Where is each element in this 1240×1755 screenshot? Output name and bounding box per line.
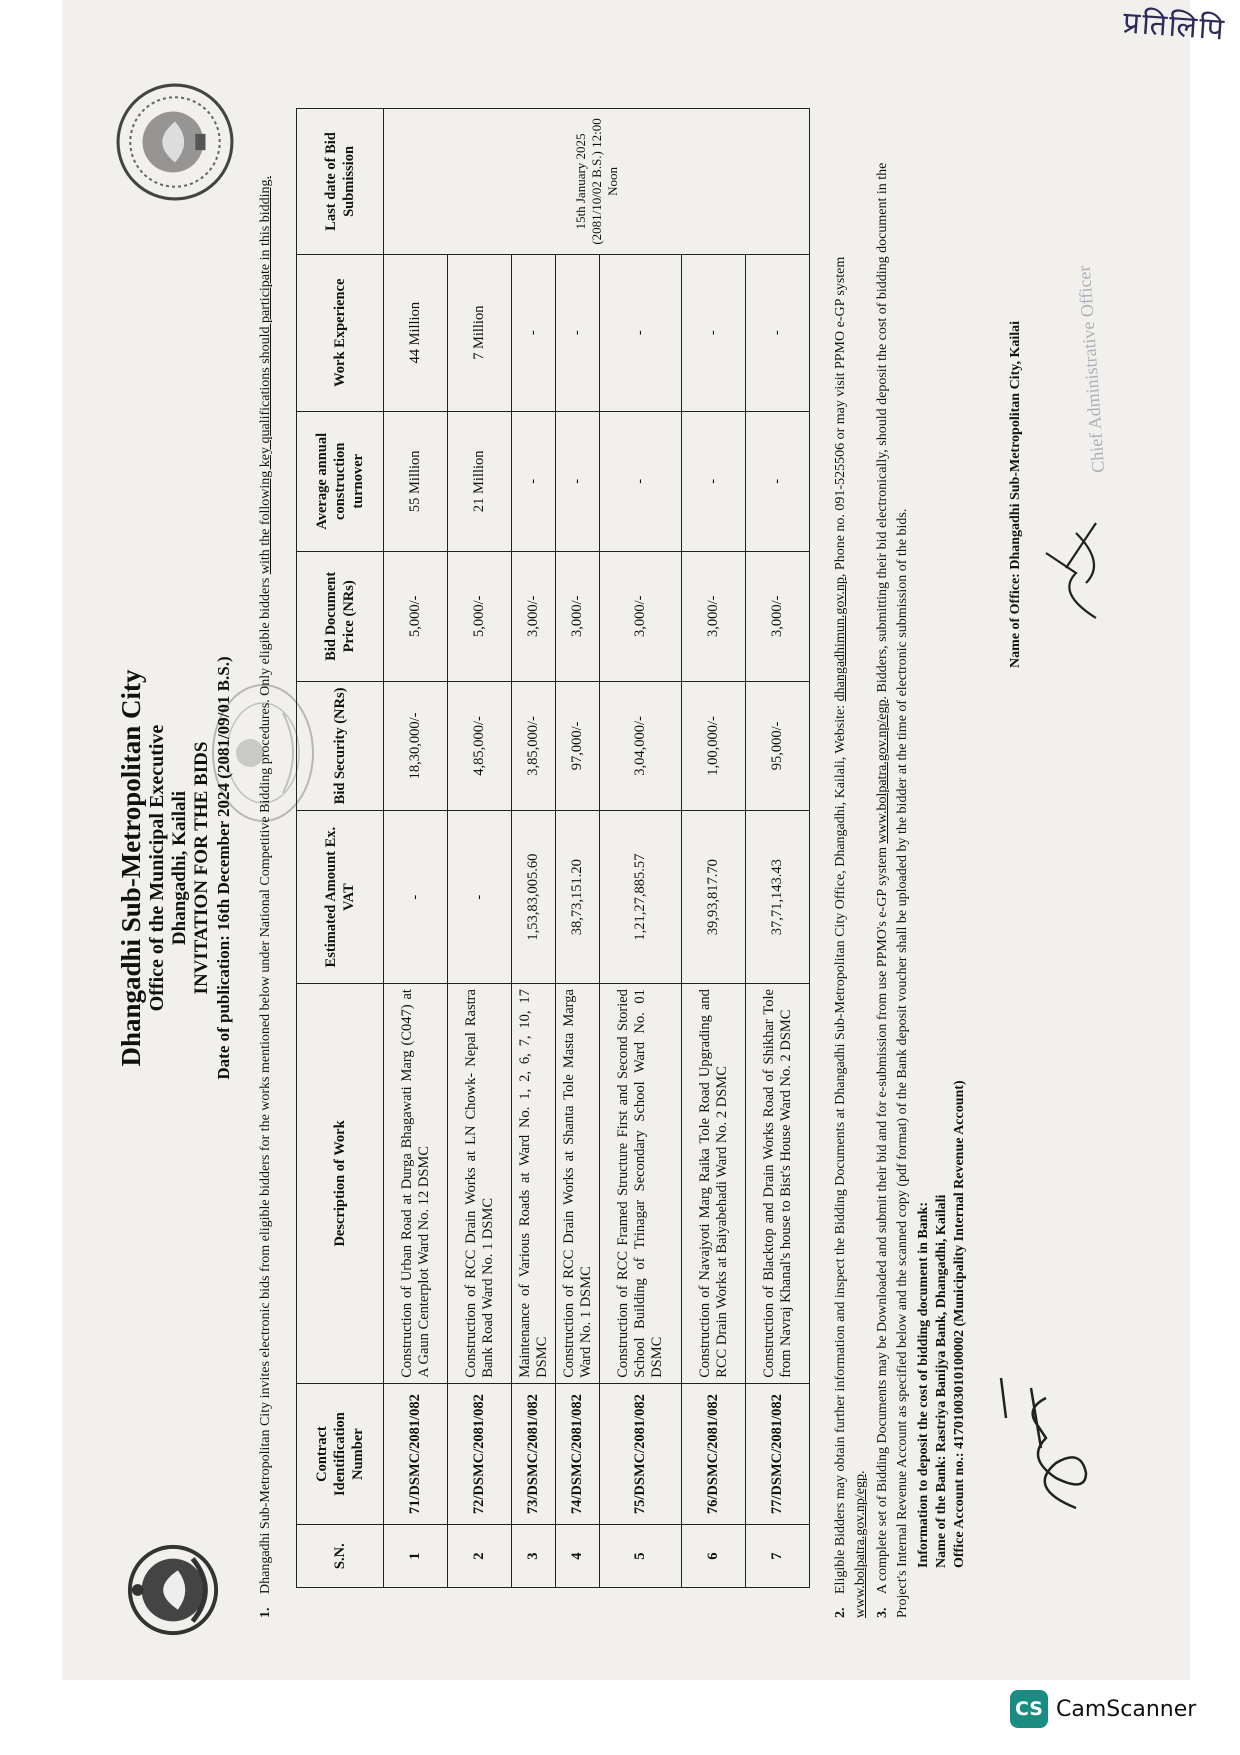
table-row [512, 109, 556, 1588]
cell-desc: Construction of Blacktop and Drain Works Road of Shikhar Tole from Navraj Khanal's house to Bist's House Ward No. 2 DSMC [746, 984, 810, 1384]
cell-sn: 5 [600, 1525, 682, 1588]
egp-link[interactable]: www.bolpatra.gov.np/egp [853, 1474, 868, 1618]
cell-security: 4,85,000/- [448, 681, 512, 811]
cell-price: 3,000/- [682, 551, 746, 681]
publication-date: Date of publication: 16th December 2024 (2081/09/01 B.S.) [214, 656, 233, 1080]
col-header: Bid Security (NRs) [297, 681, 384, 811]
col-header: Contract Identification Number [297, 1383, 384, 1525]
cell-experience: - [600, 254, 682, 411]
camscanner-logo: CS [1010, 1690, 1048, 1728]
note-3-text2: . Bidders, submitting their bid electronically, should deposit the cost of bidding document in the Project's Internal Revenue Account as specified below and the scanned copy (pdf format) of the Bank deposit voucher shall be uploaded by the bidder at the time of electronic submission of the bids. [875, 162, 910, 1618]
cell-desc: Construction of RCC Drain Works at LN Chowk- Nepal Rastra Bank Road Ward No. 1 DSMC [448, 984, 512, 1384]
table-row [600, 109, 682, 1588]
bank-name: Name of the Bank: Rastriya Banijya Bank, Dhangadhi, Kailali [934, 1194, 949, 1568]
cell-id: 75/DSMC/2081/082 [600, 1383, 682, 1525]
cell-security: 3,85,000/- [512, 681, 556, 811]
cell-price: 5,000/- [384, 551, 448, 681]
cell-amount: - [384, 811, 448, 984]
cell-amount: 37,71,143.43 [746, 811, 810, 984]
cell-sn: 1 [384, 1525, 448, 1588]
cell-last-date: 15th January 2025 (2081/10/02 B.S.) 12:00 Noon [384, 109, 810, 255]
city-name: Dhangadhi Sub-Metropolitan City [116, 669, 146, 1067]
cell-desc: Construction of RCC Framed Structure First and Second Storied School Building of Trinagar Secondary School Ward No. 01 DSMC [600, 984, 682, 1384]
cell-sn: 7 [746, 1525, 810, 1588]
cell-price: 3,000/- [512, 551, 556, 681]
cell-amount: 1,21,27,885.57 [600, 811, 682, 984]
cell-turnover: - [556, 411, 600, 551]
cell-experience: 7 Million [448, 254, 512, 411]
cell-amount: - [448, 811, 512, 984]
col-header: Estimated Amount Ex. VAT [297, 811, 384, 984]
table-header-row [297, 109, 384, 1588]
col-header: S.N. [297, 1525, 384, 1588]
intro-paragraph [256, 118, 275, 1618]
cell-turnover: - [512, 411, 556, 551]
cell-experience: - [682, 254, 746, 411]
col-header: Average annual construction turnover [297, 411, 384, 551]
cell-sn: 3 [512, 1525, 556, 1588]
office-account: Office Account no.: 41701003010100002 (Municipality Internal Revenue Account) [952, 1080, 967, 1568]
note-2-number: 2. [833, 1607, 848, 1618]
cell-id: 74/DSMC/2081/082 [556, 1383, 600, 1525]
office-name-line: Name of Office: Dhangadhi Sub-Metropolitan City, Kailai [1008, 320, 1023, 668]
col-header: Last date of Bid Submission [297, 109, 384, 255]
cell-id: 72/DSMC/2081/082 [448, 1383, 512, 1525]
cell-experience: 44 Million [384, 254, 448, 411]
location: Dhangadhi, Kailali [169, 790, 190, 946]
cell-sn: 6 [682, 1525, 746, 1588]
signature-left [986, 1358, 1106, 1518]
cell-sn: 2 [448, 1525, 512, 1588]
cell-id: 76/DSMC/2081/082 [682, 1383, 746, 1525]
cell-experience: - [512, 254, 556, 411]
cell-desc: Construction of RCC Drain Works at Shanta Tole Masta Marga Ward No. 1 DSMC [556, 984, 600, 1384]
col-header: Bid Document Price (NRs) [297, 551, 384, 681]
notice-title: INVITATION FOR THE BIDS [191, 741, 212, 995]
table-row [746, 109, 810, 1588]
cell-price: 3,000/- [556, 551, 600, 681]
notes-section [831, 118, 969, 1618]
note-2-text: Eligible Bidders may obtain further information and inspect the Bidding Documents at Dhangadhi Sub-Metropolitan City Office, Dhangadhi, Kailali, Website: [833, 701, 848, 1594]
website-link[interactable]: dhangadhimun.gov.np [833, 577, 848, 702]
cell-turnover: 21 Million [448, 411, 512, 551]
officer-stamp: Chief Administrative Officer [1073, 264, 1109, 474]
col-header: Description of Work [297, 984, 384, 1384]
rotated-notice [86, 68, 1154, 1668]
corner-handwritten-mark: प्रतिलिपि [1121, 5, 1227, 48]
cell-amount: 1,53,83,005.60 [512, 811, 556, 984]
cell-security: 3,04,000/- [600, 681, 682, 811]
col-header: Work Experience [297, 254, 384, 411]
table-row [556, 109, 600, 1588]
cell-id: 71/DSMC/2081/082 [384, 1383, 448, 1525]
intro-text-a: Dhangadhi Sub-Metropolitan City invites electronic bids from eligible bidders for the works mentioned below under National Competitive Bidding procedures. Only eligible bidders [258, 574, 273, 1594]
intro-number: 1. [258, 1607, 273, 1618]
camscanner-text: CamScanner [1056, 1697, 1197, 1722]
cell-turnover: - [682, 411, 746, 551]
signature-right [1036, 513, 1116, 623]
note-2 [831, 118, 871, 1618]
note-3-number: 3. [875, 1607, 890, 1618]
note-2-end: . [853, 1470, 868, 1474]
cell-price: 3,000/- [746, 551, 810, 681]
intro-text-b: with the following key qualifications should participate in this bidding. [258, 175, 273, 575]
cell-desc: Construction of Navajyoti Marg Raika Tole Road Upgrading and RCC Drain Works at Baiyabehadi Ward No. 2 DSMC [682, 984, 746, 1384]
cell-desc: Construction of Urban Road at Durga Bhagawati Marg (C047) at A Gaun Centerplot Ward No. 12 DSMC [384, 984, 448, 1384]
cell-id: 77/DSMC/2081/082 [746, 1383, 810, 1525]
cell-price: 5,000/- [448, 551, 512, 681]
note-2-text2: , Phone no. 091-525506 or may visit PPMO e-GP system [833, 256, 848, 578]
office-name: Office of the Municipal Executive [146, 724, 168, 1012]
cell-experience: - [746, 254, 810, 411]
egp-link-2[interactable]: www.bolpatra.gov.np/egp [875, 699, 890, 844]
cell-desc: Maintenance of Various Roads at Ward No. 1, 2, 6, 7, 10, 17 DSMC [512, 984, 556, 1384]
cell-amount: 39,93,817.70 [682, 811, 746, 984]
table-row [448, 109, 512, 1588]
cell-security: 97,000/- [556, 681, 600, 811]
cell-security: 95,000/- [746, 681, 810, 811]
table-row [384, 109, 448, 1588]
cell-price: 3,000/- [600, 551, 682, 681]
bid-table [296, 108, 810, 1588]
cell-security: 18,30,000/- [384, 681, 448, 811]
note-3-text: A complete set of Bidding Documents may be Downloaded and submit their bid and for e-submission from use PPMO's e-GP system [875, 843, 890, 1594]
cell-id: 73/DSMC/2081/082 [512, 1383, 556, 1525]
cell-security: 1,00,000/- [682, 681, 746, 811]
cell-experience: - [556, 254, 600, 411]
cell-amount: 38,73,151.20 [556, 811, 600, 984]
cell-turnover: - [746, 411, 810, 551]
cell-turnover: 55 Million [384, 411, 448, 551]
bank-info-title: Information to deposit the cost of bidding document in Bank: [916, 1202, 931, 1568]
table-row [682, 109, 746, 1588]
notice-header [116, 68, 235, 1668]
note-3 [873, 118, 913, 1618]
cell-turnover: - [600, 411, 682, 551]
cell-sn: 4 [556, 1525, 600, 1588]
